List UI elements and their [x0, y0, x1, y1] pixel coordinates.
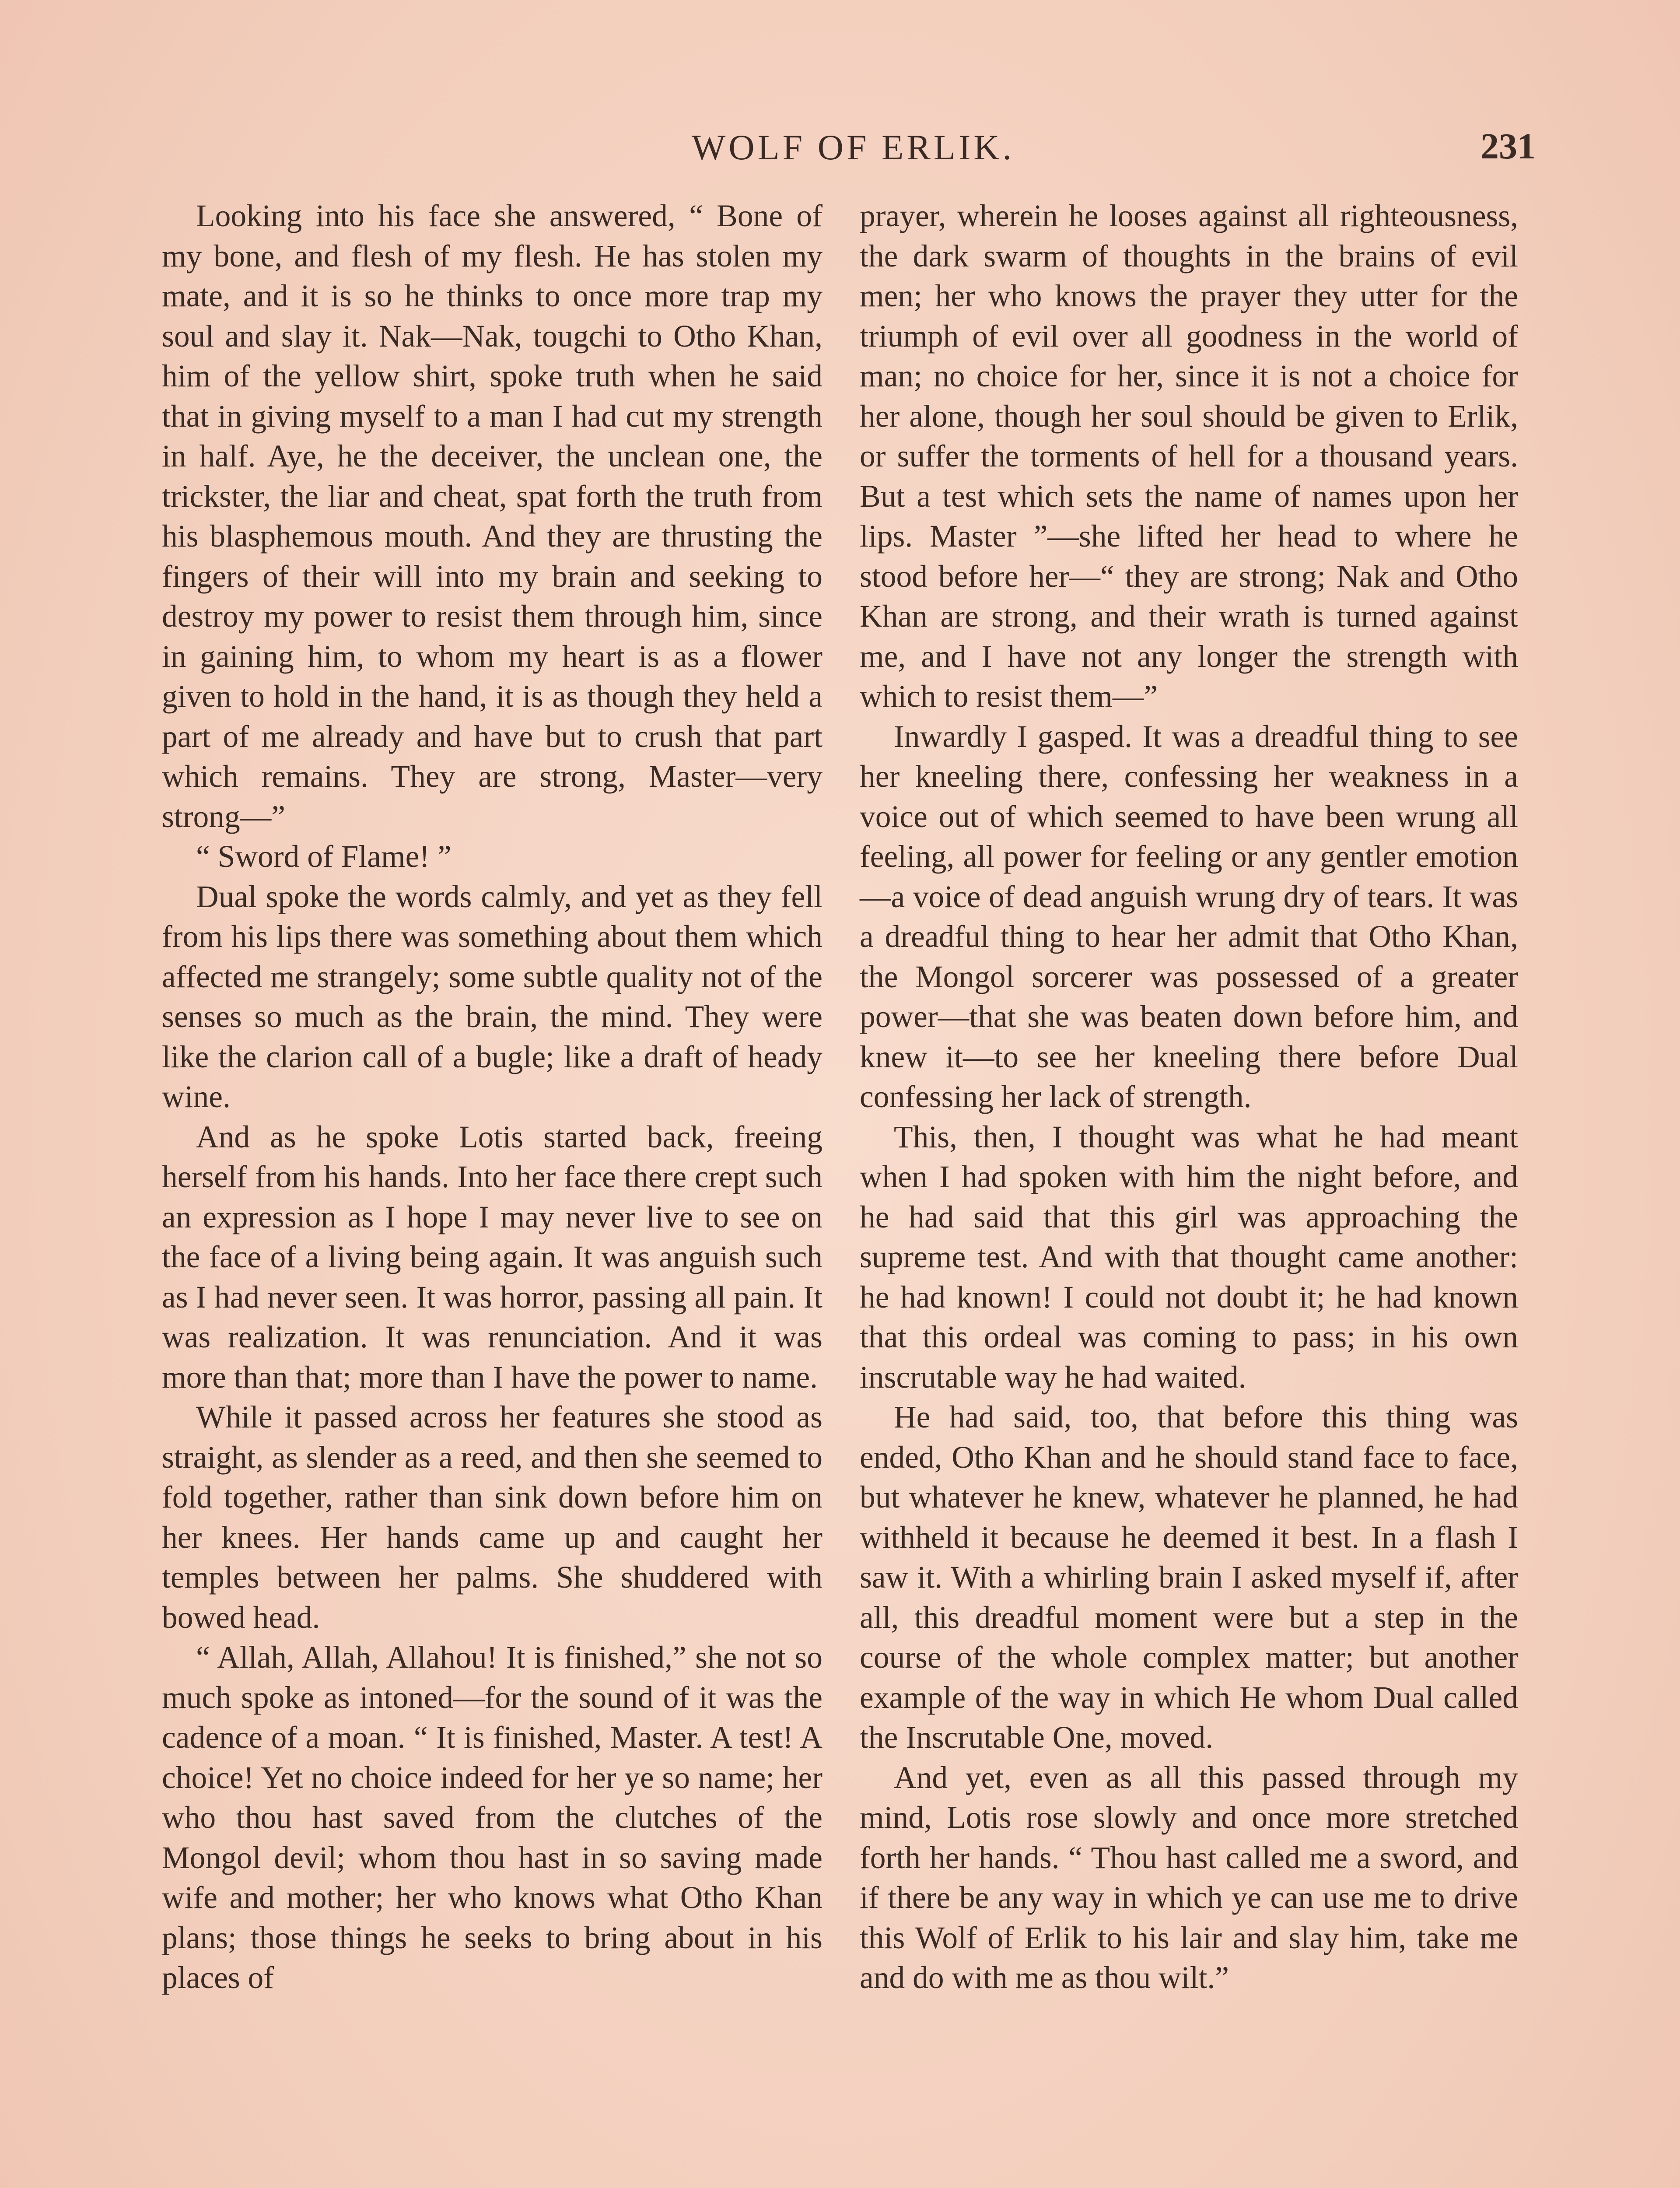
- paragraph: While it passed across her features she stood as straight, as slender as a reed, and then she seemed to fold together, rather than sink down before him on her knees. Her hands came up and caught her temples between her palms. She shuddered with bowed head.: [162, 1400, 822, 1635]
- page-number: 231: [1480, 126, 1536, 167]
- paragraph: Dual spoke the words calmly, and yet as they fell from his lips there was something about them which affected me strangely; some subtle quality not of the senses so much as the brain, the mind. They were like the clarion call of a bugle; like a draft of heady wine.: [162, 879, 822, 1114]
- paragraph: He had said, too, that before this thing was ended, Otho Khan and he should stand face to face, but whatever he knew, whatever he planned, he had withheld it because he deemed it best. In a flash I saw it. With a whirling brain I asked myself if, after all, this dreadful moment were but a step in the course of the whole complex matter; but another example of the way in which He whom Dual called the Inscrutable One, moved.: [860, 1400, 1518, 1755]
- paragraph: Inwardly I gasped. It was a dreadful thing to see her kneeling there, confessing her weakness in a voice out of which seemed to have been wrung all feeling, all power for feeling or any gentler emotion—a voice of dead anguish wrung dry of tears. It was a dreadful thing to hear her admit that Otho Khan, the Mongol sorcerer was possessed of a greater power—that she was beaten down before him, and knew it—to see her kneeling there before Dual confessing her lack of strength.: [860, 719, 1518, 1114]
- left-column: [162, 196, 822, 2188]
- paragraph: Looking into his face she answered, “ Bone of my bone, and flesh of my flesh. He has stolen my mate, and it is so he thinks to once more trap my soul and slay it. Nak—Nak, tougchi to Otho Khan, him of the yellow shirt, spoke truth when he said that in giving myself to a man I had cut my strength in half. Aye, he the deceiver, the unclean one, the trickster, the liar and cheat, spat forth the truth from his blasphemous mouth. And they are thrusting the fingers of their will into my brain and seeking to destroy my power to resist them through him, since in gaining him, to whom my heart is as a flower given to hold in the hand, it is as though they held a part of me already and have but to crush that part which remains. They are strong, Master—very strong—”: [162, 199, 822, 834]
- paragraph: And as he spoke Lotis started back, freeing herself from his hands. Into her face there crept such an expression as I hope I may never live to see on the face of a living being again. It was anguish such as I had never seen. It was horror, passing all pain. It was realization. It was renunciation. And it was more than that; more than I have the power to name.: [162, 1119, 822, 1395]
- paragraph-continued: prayer, wherein he looses against all righteousness, the dark swarm of thoughts in the brains of evil men; her who knows the prayer they utter for the triumph of evil over all goodness in the world of man; no choice for her, since it is not a choice for her alone, though her soul should be given to Erlik, or suffer the torments of hell for a thousand years. But a test which sets the name of names upon her lips. Master ”—she lifted her head to where he stood before her—“ they are strong; Nak and Otho Khan are strong, and their wrath is turned against me, and I have not any longer the strength with which to resist them—”: [860, 199, 1518, 714]
- paragraph: “ Sword of Flame! ”: [196, 839, 452, 874]
- paragraph: This, then, I thought was what he had meant when I had spoken with him the night before, and he had said that this girl was approaching the supreme test. And with that thought came another: he had known! I could not doubt it; he had known that this ordeal was coming to pass; in his own inscrutable way he had waited.: [860, 1119, 1518, 1395]
- running-title: WOLF OF ERLIK.: [691, 127, 1015, 167]
- paragraph: And yet, even as all this passed through my mind, Lotis rose slowly and once more stretched forth her hands. “ Thou hast called me a sword, and if there be any way in which ye can use me to drive this Wolf of Erlik to his lair and slay him, take me and do with me as thou wilt.”: [860, 1760, 1518, 1995]
- paragraph: “ Allah, Allah, Allahou! It is finished,” she not so much spoke as intoned—for the sound of it was the cadence of a moan. “ It is finished, Master. A test! A choice! Yet no choice indeed for her ye so name; her who thou hast saved from the clutches of the Mongol devil; whom thou hast in so saving made wife and mother; her who knows what Otho Khan plans; those things he seeks to bring about in his places of: [162, 1640, 822, 1995]
- right-column: [860, 196, 1518, 2188]
